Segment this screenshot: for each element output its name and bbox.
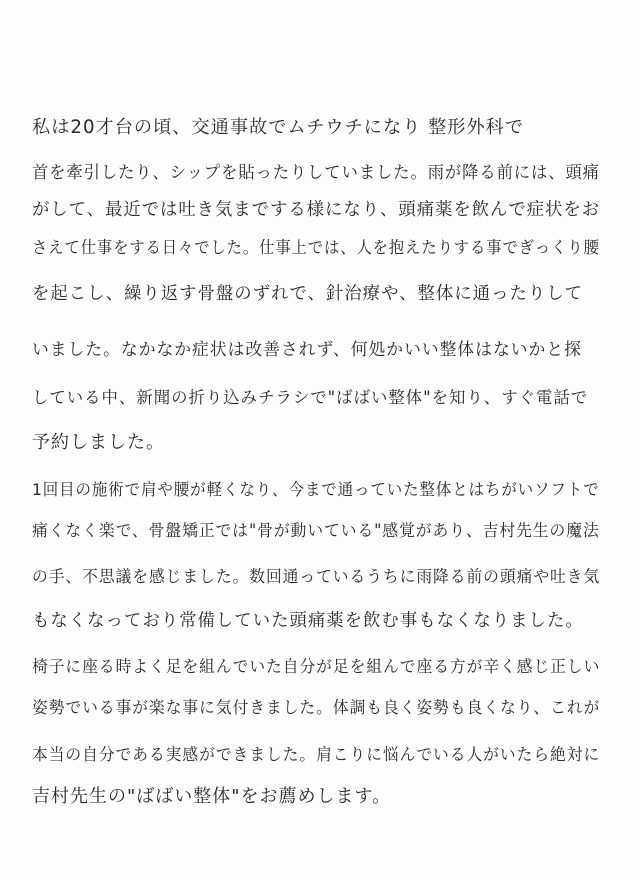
letter-line: 姿勢でいる事が楽な事に気付きました。体調も良く姿勢も良くなり、これが	[32, 698, 601, 717]
letter-line: 首を牽引したり、シップを貼ったりしていました。雨が降る前には、頭痛	[32, 163, 600, 183]
letter-line: もなくなっており常備していた頭痛薬を飲む事もなくなりました。	[32, 611, 584, 631]
letter-line: 本当の自分である実感ができました。肩こりに悩んでいる人がいたら絶対に	[32, 745, 601, 764]
letter-line: を起こし、繰り返す骨盤のずれで、針治療や、整体に通ったりして	[32, 284, 584, 304]
letter-line: がして、最近では吐き気までする様になり、頭痛薬を飲んで症状をお	[32, 200, 601, 220]
letter-line: の手、不思議を感じました。数回通っているうちに雨降る前の頭痛や吐き気	[32, 567, 601, 586]
letter-line: 予約しました。	[32, 432, 165, 453]
letter-line: している中、新聞の折り込みチラシで"ばばい整体"を知り、すぐ電話で	[32, 388, 589, 407]
letter-line: いました。なかなか症状は改善されず、何処かいい整体はないかと探	[32, 339, 582, 359]
letter-line: 1回目の施術で肩や腰が軽くなり、今まで通っていた整体とはちがいソフトで	[32, 480, 600, 499]
letter-line: 私は20才台の頃、交通事故でムチウチになり 整形外科で	[32, 117, 525, 138]
letter-line: 椅子に座る時よく足を組んでいた自分が足を組んで座る方が辛く感じ正しい	[32, 657, 601, 676]
letter-line: 痛くなく楽で、骨盤矯正では"骨が動いている"感覚があり、吉村先生の魔法	[32, 521, 600, 540]
letter-line: さえて仕事をする日々でした。仕事上では、人を抱えたりする事でぎっくり腰	[32, 238, 600, 257]
letter-line: 吉村先生の"ばばい整体"をお薦めします。	[32, 786, 392, 807]
